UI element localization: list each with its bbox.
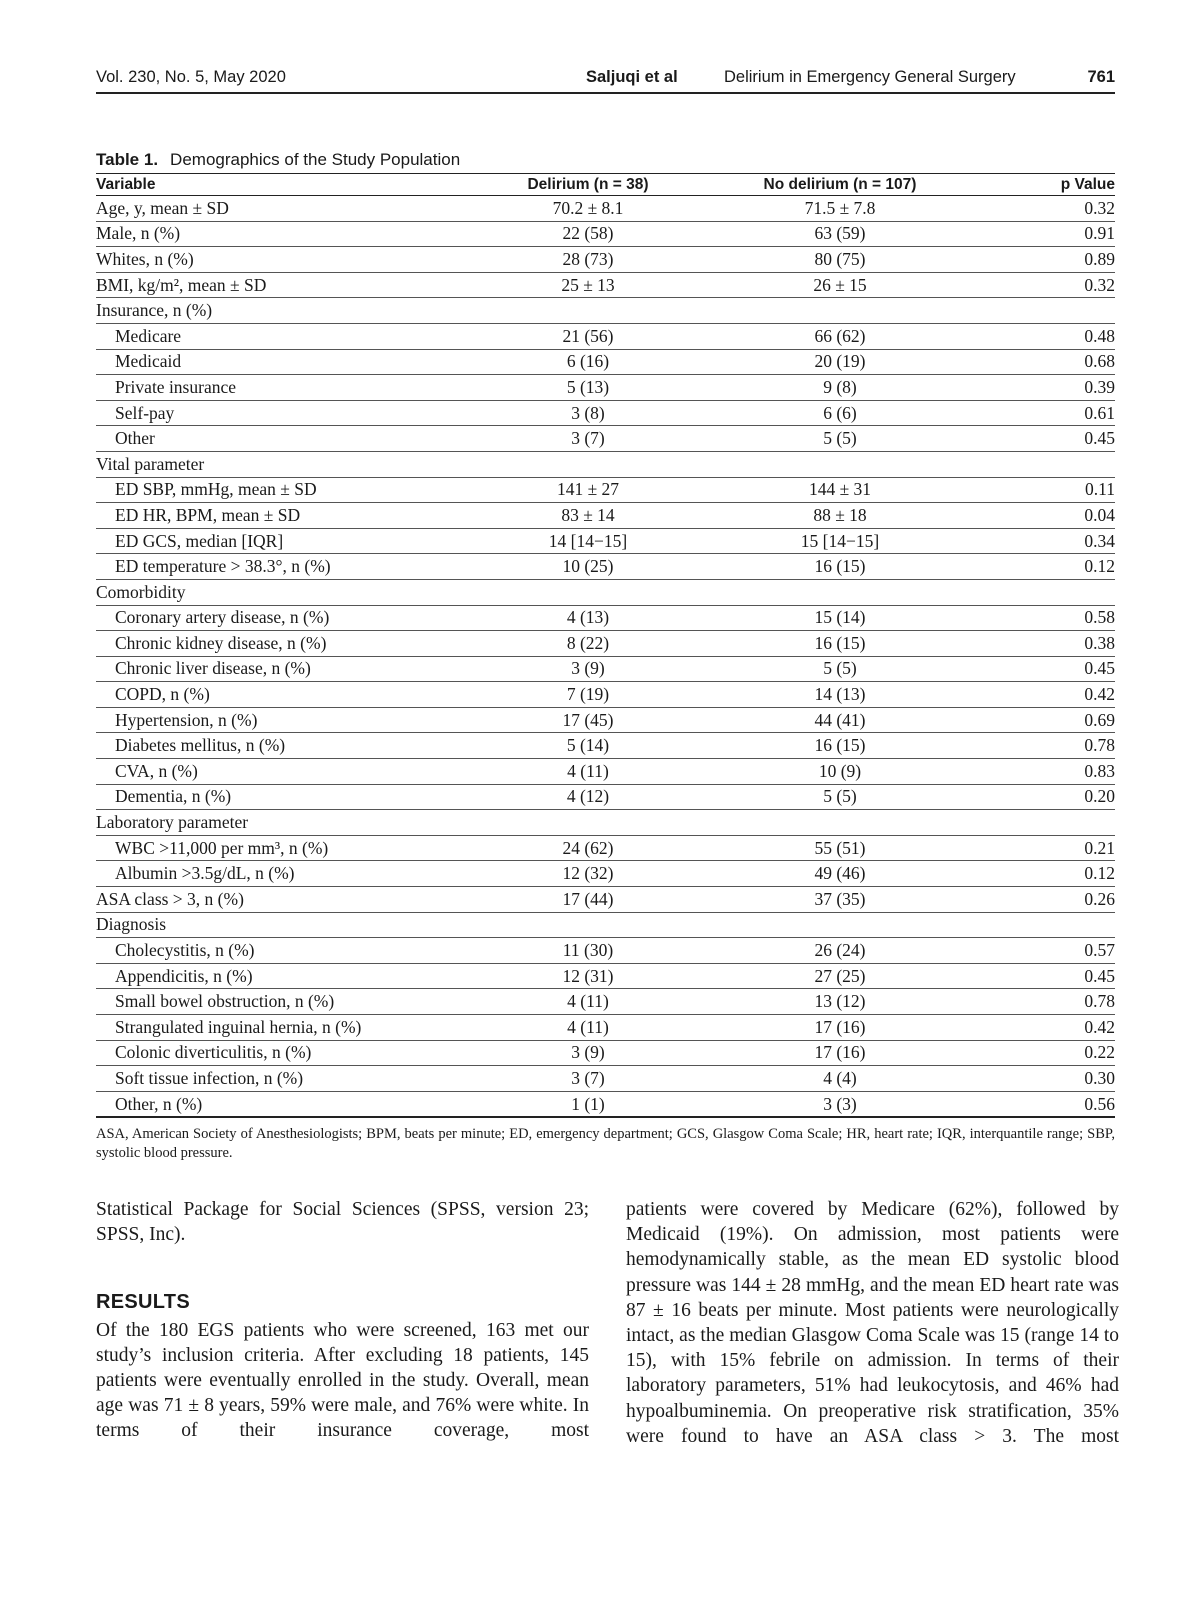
table-row (96, 400, 1115, 426)
cell-p-value: 0.38 (980, 631, 1115, 657)
cell-no-delirium: 4 (4) (700, 1066, 980, 1092)
cell-delirium: 25 ± 13 (476, 272, 700, 298)
table-row (96, 323, 1115, 349)
table-row (96, 989, 1115, 1015)
demographics-table (96, 173, 1115, 1118)
cell-p-value: 0.89 (980, 247, 1115, 273)
cell-p-value (980, 451, 1115, 477)
cell-p-value: 0.26 (980, 887, 1115, 913)
cell-variable: ASA class > 3, n (%) (96, 887, 476, 913)
cell-variable: Diagnosis (96, 912, 476, 938)
cell-delirium: 3 (8) (476, 400, 700, 426)
body-column-left (96, 1197, 589, 1444)
cell-no-delirium (700, 451, 980, 477)
cell-variable: Cholecystitis, n (%) (96, 938, 476, 964)
paragraph-methods-end: Statistical Package for Social Sciences (SPSS, version 23; SPSS, Inc). (96, 1199, 589, 1246)
table-row (96, 298, 1115, 324)
cell-variable: ED temperature > 38.3°, n (%) (96, 554, 476, 580)
cell-no-delirium: 26 ± 15 (700, 272, 980, 298)
table-row (96, 1040, 1115, 1066)
table-row (96, 375, 1115, 401)
cell-no-delirium: 9 (8) (700, 375, 980, 401)
paragraph-results-continued: patients were covered by Medicare (62%), followed by Medicaid (19%). On admission, most patients were hemodynamically stable, as the mean ED systolic blood pressure was 144 ± 28 mmHg, and the mean ED heart rate was 87 ± 16 beats per minute. Most patients were neurologically intact, as the median Glasgow Coma Scale was 15 (range 14 to 15), with 15% febrile on admission. In terms of their laboratory parameters, 51% had leukocytosis, and 46% had hypoalbuminemia. On preoperative risk stratification, 35% were found to have an ASA class > 3. The most (626, 1199, 1119, 1447)
cell-delirium: 22 (58) (476, 221, 700, 247)
cell-no-delirium: 16 (15) (700, 733, 980, 759)
table-row (96, 759, 1115, 785)
cell-variable: Hypertension, n (%) (96, 707, 476, 733)
cell-variable: Diabetes mellitus, n (%) (96, 733, 476, 759)
cell-delirium (476, 579, 700, 605)
cell-p-value (980, 298, 1115, 324)
cell-p-value: 0.45 (980, 656, 1115, 682)
cell-variable: Chronic liver disease, n (%) (96, 656, 476, 682)
header-no-delirium: No delirium (n = 107) (700, 174, 980, 196)
cell-p-value: 0.12 (980, 861, 1115, 887)
cell-delirium: 8 (22) (476, 631, 700, 657)
cell-variable: Other, n (%) (96, 1091, 476, 1117)
cell-variable: CVA, n (%) (96, 759, 476, 785)
cell-no-delirium (700, 810, 980, 836)
cell-variable: WBC >11,000 per mm³, n (%) (96, 835, 476, 861)
table-row (96, 963, 1115, 989)
cell-no-delirium: 88 ± 18 (700, 503, 980, 529)
cell-no-delirium: 16 (15) (700, 631, 980, 657)
header-delirium: Delirium (n = 38) (476, 174, 700, 196)
table-row (96, 707, 1115, 733)
cell-delirium: 3 (9) (476, 656, 700, 682)
cell-no-delirium: 17 (16) (700, 1015, 980, 1041)
cell-no-delirium: 44 (41) (700, 707, 980, 733)
running-authors: Saljuqi et al (586, 68, 678, 86)
cell-p-value: 0.57 (980, 938, 1115, 964)
table-caption (96, 150, 460, 170)
cell-delirium: 28 (73) (476, 247, 700, 273)
cell-p-value: 0.45 (980, 963, 1115, 989)
cell-no-delirium: 49 (46) (700, 861, 980, 887)
cell-delirium: 12 (32) (476, 861, 700, 887)
cell-p-value: 0.48 (980, 323, 1115, 349)
cell-no-delirium: 13 (12) (700, 989, 980, 1015)
cell-delirium: 14 [14−15] (476, 528, 700, 554)
cell-variable: Strangulated inguinal hernia, n (%) (96, 1015, 476, 1041)
cell-no-delirium: 66 (62) (700, 323, 980, 349)
cell-variable: Medicare (96, 323, 476, 349)
cell-variable: ED SBP, mmHg, mean ± SD (96, 477, 476, 503)
cell-delirium (476, 810, 700, 836)
cell-delirium: 5 (13) (476, 375, 700, 401)
cell-p-value: 0.56 (980, 1091, 1115, 1117)
cell-p-value: 0.12 (980, 554, 1115, 580)
table-row (96, 784, 1115, 810)
cell-variable: Coronary artery disease, n (%) (96, 605, 476, 631)
cell-delirium: 12 (31) (476, 963, 700, 989)
cell-no-delirium: 17 (16) (700, 1040, 980, 1066)
cell-p-value: 0.78 (980, 733, 1115, 759)
table-row (96, 1091, 1115, 1117)
page-number: 761 (1087, 68, 1115, 86)
cell-p-value: 0.68 (980, 349, 1115, 375)
journal-volume: Vol. 230, No. 5, May 2020 (96, 68, 286, 86)
table-row (96, 912, 1115, 938)
table-header-row (96, 174, 1115, 196)
cell-delirium: 3 (7) (476, 1066, 700, 1092)
cell-no-delirium: 15 [14−15] (700, 528, 980, 554)
cell-p-value: 0.58 (980, 605, 1115, 631)
header-variable: Variable (96, 174, 476, 196)
paragraph-results: Of the 180 EGS patients who were screened, 163 met our study’s inclusion criteria. After excluding 18 patients, 145 patients were eventually enrolled in the study. Overall, mean age was 71 ± 8 years, 59% were male, and 76% were white. In terms of their insurance coverage, most (96, 1319, 589, 1442)
table-title: Demographics of the Study Population (170, 150, 461, 169)
table-row (96, 503, 1115, 529)
cell-no-delirium: 63 (59) (700, 221, 980, 247)
cell-variable: Whites, n (%) (96, 247, 476, 273)
table-body (96, 196, 1115, 1118)
cell-delirium: 4 (12) (476, 784, 700, 810)
cell-variable: Self-pay (96, 400, 476, 426)
table-row (96, 835, 1115, 861)
cell-p-value: 0.34 (980, 528, 1115, 554)
cell-p-value (980, 912, 1115, 938)
cell-variable: Age, y, mean ± SD (96, 196, 476, 222)
table-row (96, 682, 1115, 708)
cell-delirium: 11 (30) (476, 938, 700, 964)
cell-delirium: 24 (62) (476, 835, 700, 861)
cell-variable: Other (96, 426, 476, 452)
cell-no-delirium: 144 ± 31 (700, 477, 980, 503)
body-column-right (626, 1197, 1119, 1449)
cell-no-delirium: 37 (35) (700, 887, 980, 913)
cell-p-value: 0.42 (980, 682, 1115, 708)
cell-p-value: 0.32 (980, 272, 1115, 298)
cell-p-value: 0.69 (980, 707, 1115, 733)
cell-variable: Albumin >3.5g/dL, n (%) (96, 861, 476, 887)
cell-delirium: 70.2 ± 8.1 (476, 196, 700, 222)
cell-delirium: 17 (45) (476, 707, 700, 733)
cell-delirium: 4 (13) (476, 605, 700, 631)
cell-p-value: 0.04 (980, 503, 1115, 529)
table-row (96, 605, 1115, 631)
cell-p-value: 0.21 (980, 835, 1115, 861)
table-row (96, 1015, 1115, 1041)
cell-delirium: 5 (14) (476, 733, 700, 759)
cell-delirium: 7 (19) (476, 682, 700, 708)
table-row (96, 221, 1115, 247)
cell-variable: Comorbidity (96, 579, 476, 605)
cell-delirium: 3 (7) (476, 426, 700, 452)
cell-no-delirium: 10 (9) (700, 759, 980, 785)
cell-variable: Soft tissue infection, n (%) (96, 1066, 476, 1092)
cell-variable: Small bowel obstruction, n (%) (96, 989, 476, 1015)
cell-variable: Dementia, n (%) (96, 784, 476, 810)
cell-p-value (980, 810, 1115, 836)
table-row (96, 1066, 1115, 1092)
cell-variable: COPD, n (%) (96, 682, 476, 708)
cell-variable: BMI, kg/m², mean ± SD (96, 272, 476, 298)
cell-variable: Insurance, n (%) (96, 298, 476, 324)
cell-no-delirium: 3 (3) (700, 1091, 980, 1117)
table-row (96, 861, 1115, 887)
cell-no-delirium: 55 (51) (700, 835, 980, 861)
cell-no-delirium: 80 (75) (700, 247, 980, 273)
cell-no-delirium: 5 (5) (700, 784, 980, 810)
cell-no-delirium: 20 (19) (700, 349, 980, 375)
cell-p-value: 0.61 (980, 400, 1115, 426)
table-row (96, 426, 1115, 452)
table-row (96, 656, 1115, 682)
table-row (96, 631, 1115, 657)
table-row (96, 477, 1115, 503)
cell-p-value: 0.78 (980, 989, 1115, 1015)
cell-p-value: 0.42 (980, 1015, 1115, 1041)
cell-variable: Private insurance (96, 375, 476, 401)
cell-variable: Colonic diverticulitis, n (%) (96, 1040, 476, 1066)
table-row (96, 451, 1115, 477)
cell-variable: Medicaid (96, 349, 476, 375)
table-row (96, 938, 1115, 964)
cell-variable: Appendicitis, n (%) (96, 963, 476, 989)
results-heading: RESULTS (96, 1291, 190, 1314)
cell-variable: Chronic kidney disease, n (%) (96, 631, 476, 657)
table-footnote: ASA, American Society of Anesthesiologists; BPM, beats per minute; ED, emergency department; GCS, Glasgow Coma Scale; HR, heart rate; IQR, interquantile range; SBP, systolic blood pressure. (96, 1126, 1115, 1161)
cell-p-value: 0.22 (980, 1040, 1115, 1066)
cell-no-delirium: 16 (15) (700, 554, 980, 580)
header-p-value: p Value (980, 174, 1115, 196)
cell-variable: ED HR, BPM, mean ± SD (96, 503, 476, 529)
cell-no-delirium: 5 (5) (700, 656, 980, 682)
cell-p-value: 0.20 (980, 784, 1115, 810)
table-row (96, 196, 1115, 222)
table-row (96, 247, 1115, 273)
cell-p-value: 0.32 (980, 196, 1115, 222)
table-row (96, 349, 1115, 375)
running-head (96, 68, 1115, 94)
cell-variable: ED GCS, median [IQR] (96, 528, 476, 554)
table-label: Table 1. (96, 150, 159, 169)
table-row (96, 272, 1115, 298)
cell-delirium: 83 ± 14 (476, 503, 700, 529)
cell-p-value: 0.91 (980, 221, 1115, 247)
table-row (96, 554, 1115, 580)
cell-delirium (476, 451, 700, 477)
cell-delirium: 4 (11) (476, 1015, 700, 1041)
cell-no-delirium: 6 (6) (700, 400, 980, 426)
cell-delirium (476, 298, 700, 324)
table-row (96, 579, 1115, 605)
cell-no-delirium: 26 (24) (700, 938, 980, 964)
cell-variable: Vital parameter (96, 451, 476, 477)
cell-no-delirium: 14 (13) (700, 682, 980, 708)
running-title: Delirium in Emergency General Surgery (724, 68, 1016, 86)
table-row (96, 733, 1115, 759)
cell-no-delirium: 15 (14) (700, 605, 980, 631)
cell-delirium: 3 (9) (476, 1040, 700, 1066)
cell-no-delirium (700, 298, 980, 324)
cell-delirium: 21 (56) (476, 323, 700, 349)
cell-p-value: 0.11 (980, 477, 1115, 503)
cell-delirium: 6 (16) (476, 349, 700, 375)
cell-delirium: 10 (25) (476, 554, 700, 580)
cell-p-value: 0.30 (980, 1066, 1115, 1092)
cell-delirium (476, 912, 700, 938)
cell-p-value: 0.45 (980, 426, 1115, 452)
cell-p-value (980, 579, 1115, 605)
cell-no-delirium: 71.5 ± 7.8 (700, 196, 980, 222)
cell-delirium: 17 (44) (476, 887, 700, 913)
cell-p-value: 0.39 (980, 375, 1115, 401)
cell-no-delirium (700, 579, 980, 605)
cell-delirium: 141 ± 27 (476, 477, 700, 503)
cell-delirium: 4 (11) (476, 759, 700, 785)
table-row (96, 887, 1115, 913)
cell-no-delirium: 5 (5) (700, 426, 980, 452)
table-row (96, 528, 1115, 554)
cell-p-value: 0.83 (980, 759, 1115, 785)
cell-variable: Laboratory parameter (96, 810, 476, 836)
cell-no-delirium (700, 912, 980, 938)
cell-variable: Male, n (%) (96, 221, 476, 247)
table-row (96, 810, 1115, 836)
cell-delirium: 1 (1) (476, 1091, 700, 1117)
cell-no-delirium: 27 (25) (700, 963, 980, 989)
cell-delirium: 4 (11) (476, 989, 700, 1015)
